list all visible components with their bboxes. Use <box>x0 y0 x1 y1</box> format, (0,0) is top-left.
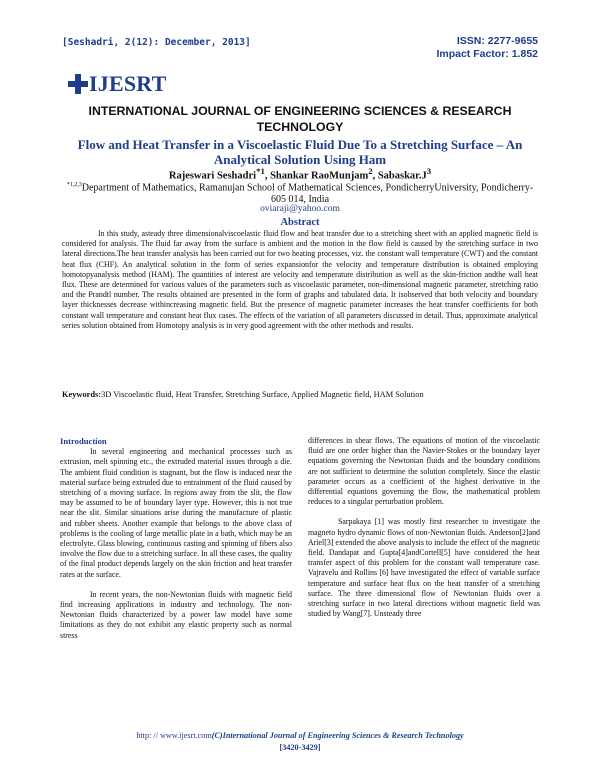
introduction-heading: Introduction <box>60 436 107 446</box>
paragraph: In several engineering and mechanical processes such as extrusion, melt spinning etc., the extruded material issues through a die. The ambient fluid condition is stagnant, but the flow is induced near the material surface being extruded due to entrainment of the fluid caused by stretching of a moving surface. In regions away from the slit, the flow may be assumed to be of boundary layer type. However, this is not true near the slit. Similar situations arise during the manufacture of plastic and rubber sheets. Another example that belongs to the above class of problems is the cooling of large metallic plate in a bath, which may be an electrolyte. Glass blowing, continuous casting and spinning of fibers also involve the flow due to a stretching surface. In all these cases, the quality of the final product depends largely on the skin friction and heat transfer rates at the surface. <box>60 447 292 579</box>
page-range: [3420-3429] <box>279 743 321 752</box>
paragraph: differences in shear flows. The equations of motion of the viscoelastic fluid are one order higher than the Navier-Stokes or the boundary layer equations governing the Newtonian fluids and the boundary conditions are not sufficient to determine the solution completely. Since the elastic parameter occurs as a coefficient of the highest derivative in the differential equations governing the flow, the mathematical problem reduces to a singular perturbation problem. <box>308 436 540 507</box>
keywords-text: 3D Viscoelastic fluid, Heat Transfer, Stretching Surface, Applied Magnetic field, HAM Solution <box>101 390 424 399</box>
author-email[interactable]: oviaraji@yahoo.com <box>260 204 340 214</box>
keywords <box>62 389 538 400</box>
issn: ISSN: 2277-9655 <box>456 35 538 47</box>
plus-icon <box>68 74 88 94</box>
affiliation-text: Department of Mathematics, Ramanujan School of Mathematical Sciences, PondicherryUniversity, Pondicherry-605 014, India <box>81 182 534 206</box>
abstract-text: In this study, asteady three dimensionalviscoelastic fluid flow and heat transfer due to a stretching sheet with an applied magnetic field is considered for analysis. The fluid far away from the surface is ambient and the motion in the flow field is caused by the stretching surface in two lateral directions.The heat transfer analysis has been carried out for two heating processes, viz. the constant wall temperature (CWT) and the constant heat flux (CHF). An analytical solution in the form of series expansionfor the velocity and temperature distribution is obtained employing homotopyanalysis method (HAM). The quantities of interest are velocity and temperature distribution as well as the skin-friction andthe wall heat flux. These are determined for various values of the parameters such as viscoelastic parameter, non-dimensional magnetic parameter, stretching ratio and the Prandtl number. The results obtained are presented in the form of graphs and tabulated data. It isobserved that both velocity and boundary layer thicknesses decrease withincreasing magnetic field. But the presence of magnetic parameter increases the heat transfer coefficients for both constant wall temperature and constant heat flux cases. The effects of the variation of all parameters discussed in detail. Thus, approximate analytical series solution obtained from Homotopy analysis is in very good agreement with the other methods and results. <box>62 229 538 330</box>
logo-text: IJESRT <box>89 71 167 96</box>
left-column <box>60 436 292 641</box>
page-footer <box>60 730 540 754</box>
footer-url[interactable]: http: // www.ijesrt.com <box>136 731 212 740</box>
paragraph: In recent years, the non-Newtonian fluids with magnetic field find increasing applications in industry and technology. The non-Newtonian fluids characterized by a power law model have some limitations as they do not exhibit any elastic property such as normal stress <box>60 589 292 640</box>
paper-title: Flow and Heat Transfer in a Viscoelastic Fluid Due To a Stretching Surface – An Analytical Solution Using Ham <box>77 137 523 167</box>
journal-meta <box>436 35 538 61</box>
abstract-heading: Abstract <box>280 217 320 228</box>
keywords-label: Keywords: <box>62 390 102 399</box>
issue-line: [Seshadri, 2(12): December, 2013] <box>62 37 251 48</box>
right-column <box>308 436 540 619</box>
affiliation <box>60 179 540 206</box>
authors: Rajeswari Seshadri$^{*1}$, Shankar RaoMunjam$^2$, $Sabaskar.J^3$ <box>168 166 432 182</box>
affiliation-marker: *1,2,3 <box>66 182 82 188</box>
paragraph: Sarpakaya [1] was mostly first researcher to investigate the magneto hydro dynamic flows of non-Newtonian fluids. Anderson[2]and Ariel[3] extended the above analysis to include the effect of the magnetic field. Dandapat and Gupta[4]andCortell[5] have considered the heat transfer aspect of this problem for the constant wall temperature case. Vajravelu and Rollins [6] have investigated the effect of variable surface temperature and surface heat flux on the heat transfer of a stretching surface. The three dimensional flow of Newtonian fluids over a stretching surface in two lateral directions without magnetic field was studied by Wang[7]. Unsteady three <box>308 517 540 619</box>
footer-copyright: (C)International Journal of Engineering Sciences & Research Technology <box>211 731 464 740</box>
impact-factor: Impact Factor: 1.852 <box>436 48 538 60</box>
journal-logo <box>68 72 166 96</box>
journal-name: INTERNATIONAL JOURNAL OF ENGINEERING SCIENCES & RESEARCH TECHNOLOGY <box>88 104 512 134</box>
